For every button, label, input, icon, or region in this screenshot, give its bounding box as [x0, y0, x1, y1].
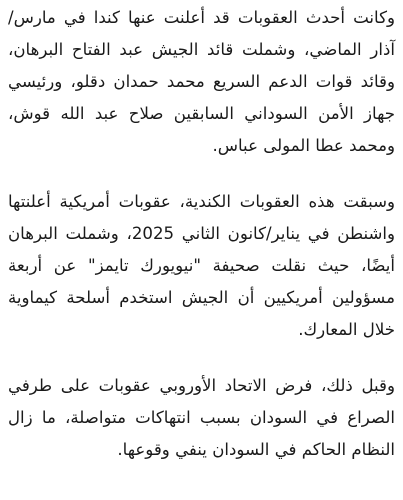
paragraph-us-sanctions: وسبقت هذه العقوبات الكندية، عقوبات أمريكية أعلنتها واشنطن في يناير/كانون الثاني 2025، وشملت البرهان أيضًا، حيث نقلت صحيفة "نيويورك تايمز" عن أربعة مسؤولين أمريكيين أن الجيش استخدم أسلحة كيماوية خلال المعارك. [8, 192, 395, 339]
paragraph-eu-sanctions: وقبل ذلك، فرض الاتحاد الأوروبي عقوبات على طرفي الصراع في السودان بسبب انتهاكات متواصلة، ما زال النظام الحاكم في السودان ينفي وقوعها. [8, 376, 395, 459]
paragraph-canada-sanctions: وكانت أحدث العقوبات قد أعلنت عنها كندا في مارس/آذار الماضي، وشملت قائد الجيش عبد الفتاح البرهان، وقائد قوات الدعم السريع محمد حمدان دقلو، ورئيسي جهاز الأمن السوداني السابقين صلاح عبد الله قوش، ومحمد عطا المولى عباس. [8, 8, 395, 155]
